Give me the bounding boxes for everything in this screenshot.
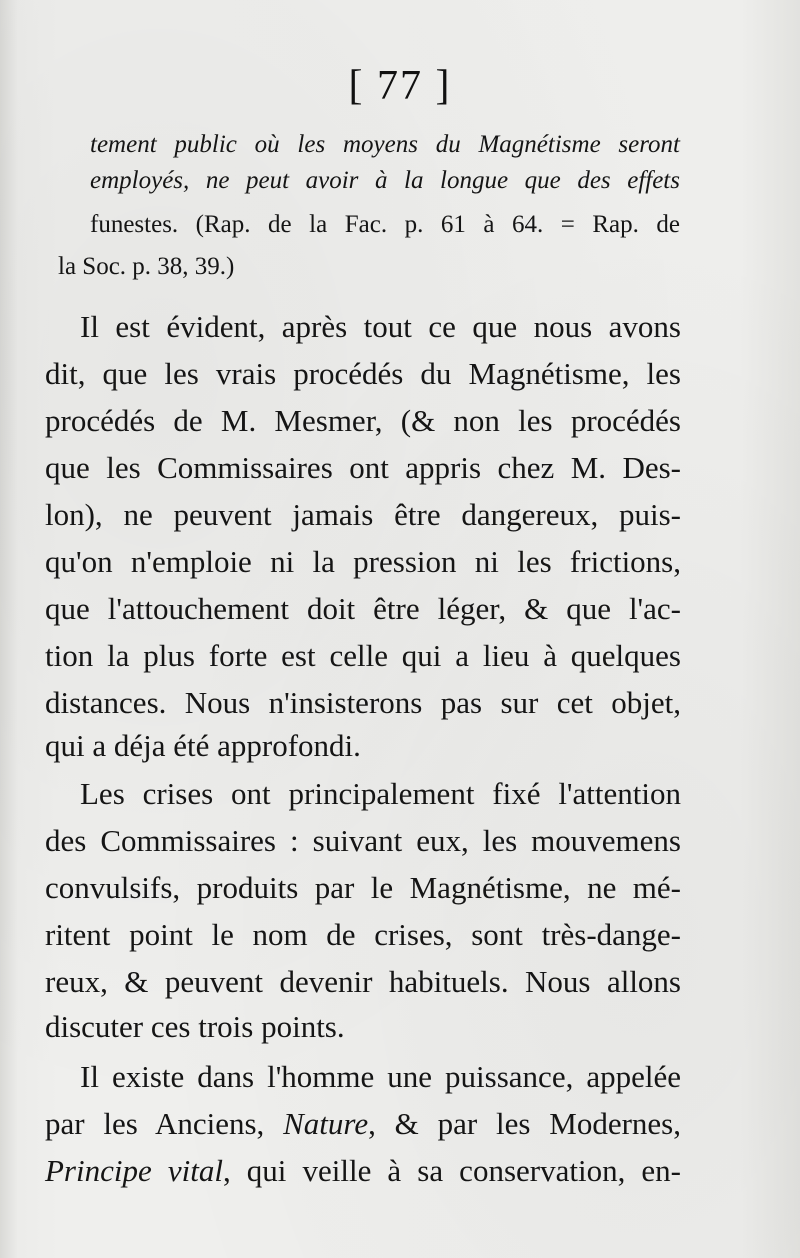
text-line: dit, que les vrais procédés du Magnétisme, les: [45, 356, 681, 391]
footnote-line: [90, 208, 680, 242]
footnote-line: [58, 250, 358, 284]
footnote-line-text: la Soc. p. 38, 39.): [58, 253, 235, 280]
text-line: [45, 1102, 681, 1146]
text-line: ritent point le nom de crises, sont très-dange-: [45, 917, 681, 952]
footnote-line-text: tement public où les moyens du Magnétisme seront: [90, 131, 680, 158]
text-line-segment: par les Anciens, Nature, & par les Modernes,: [45, 1106, 681, 1141]
text-line: procédés de M. Mesmer, (& non les procédés: [45, 403, 681, 438]
text-line: discuter ces trois points.: [45, 1009, 345, 1044]
text-line: que l'attouchement doit être léger, & que l'ac-: [45, 591, 681, 626]
text-line: tion la plus forte est celle qui a lieu à quelques: [45, 638, 681, 673]
footnote-line-text: funestes. (Rap. de la Fac. p. 61 à 64. = Rap. de: [90, 211, 680, 238]
text-line: [45, 1149, 681, 1193]
text-line: qui a déja été approfondi.: [45, 728, 361, 763]
text-line: des Commissaires : suivant eux, les mouvemens: [45, 823, 681, 858]
text-line: lon), ne peuvent jamais être dangereux, puis-: [45, 497, 681, 532]
text-line: convulsifs, produits par le Magnétisme, ne mé-: [45, 870, 681, 905]
footnote-line-text: employés, ne peut avoir à la longue que des effets: [90, 167, 680, 194]
text-line: qu'on n'emploie ni la pression ni les frictions,: [45, 544, 681, 579]
text-line: Il est évident, après tout ce que nous avons: [80, 309, 681, 344]
page-number-header: [ 77 ]: [348, 63, 452, 109]
footnote-line: [90, 128, 680, 162]
italic-term: Principe vital: [45, 1153, 223, 1188]
text-line: reux, & peuvent devenir habituels. Nous allons: [45, 964, 681, 999]
text-line-segment: Principe vital, qui veille à sa conservation, en-: [45, 1153, 681, 1188]
italic-term: Nature: [283, 1106, 369, 1141]
footnote-line: [90, 164, 680, 198]
text-line: distances. Nous n'insisterons pas sur cet objet,: [45, 685, 681, 720]
text-line: Les crises ont principalement fixé l'attention: [80, 776, 681, 811]
text-line: Il existe dans l'homme une puissance, appelée: [80, 1059, 681, 1094]
text-line: que les Commissaires ont appris chez M. Des-: [45, 450, 681, 485]
